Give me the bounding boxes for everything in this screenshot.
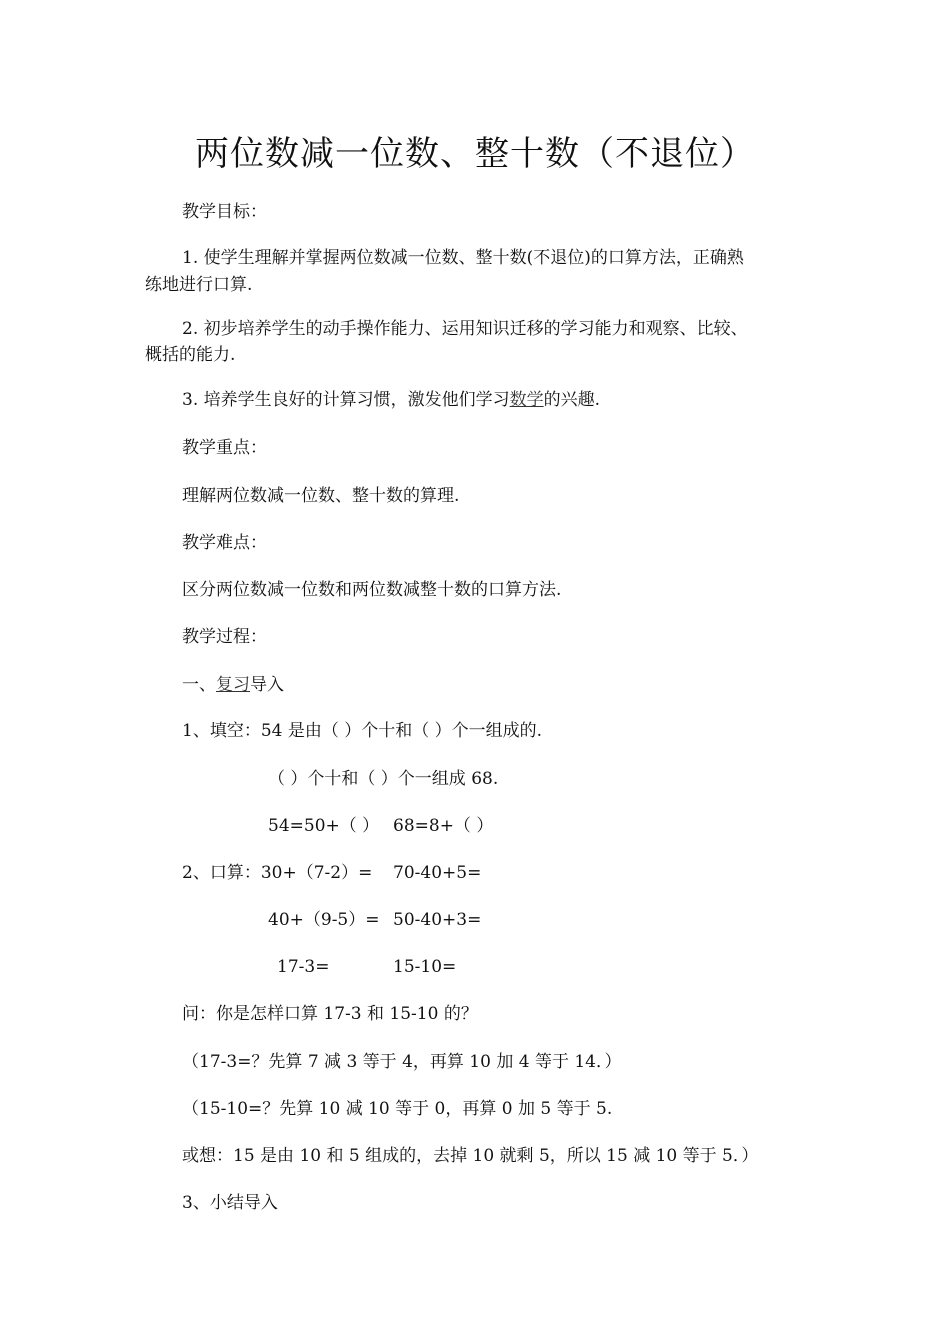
question-text: 问：你是怎样口算 17-3 和 15-10 的？ <box>182 1004 478 1024</box>
objective-3-text: 3. 培养学生良好的计算习惯，激发他们学习 <box>182 390 510 410</box>
oral-calc-row-2a: 40+（9-5）= <box>268 910 380 930</box>
fill-blank-line-1: 1、填空：54 是由（ ）个十和（ ）个一组成的. <box>182 721 543 741</box>
objective-3 <box>182 392 600 409</box>
oral-calc-row-1a: 2、口算：30+（7-2）= <box>182 863 373 883</box>
oral-calc-row-1b: 70-40+5= <box>393 863 482 883</box>
section-1-label: 导入 <box>250 675 284 695</box>
page-title: 两位数减一位数、整十数（不退位） <box>195 134 755 174</box>
fill-blank-line-3a: 54=50+（ ） <box>268 816 380 836</box>
review-link[interactable]: 复习 <box>216 675 250 695</box>
objective-3-text-end: 的兴趣. <box>543 390 601 410</box>
section-1-heading <box>182 677 284 694</box>
objective-1-line-2: 练地进行口算. <box>145 275 253 295</box>
answer-line-3: 或想：15 是由 10 和 5 组成的，去掉 10 就剩 5，所以 15 减 10 等于 5．） <box>182 1146 759 1166</box>
oral-calc-row-3a: 17-3= <box>277 957 330 977</box>
fill-blank-line-2: （ ）个十和（ ）个一组成 68. <box>268 769 499 789</box>
objectives-heading: 教学目标： <box>182 202 267 222</box>
oral-calc-row-2b: 50-40+3= <box>393 910 482 930</box>
oral-calc-row-3b: 15-10= <box>393 957 457 977</box>
key-points-heading: 教学重点： <box>182 438 267 458</box>
difficulty-heading: 教学难点： <box>182 533 267 553</box>
difficulty-text: 区分两位数减一位数和两位数减整十数的口算方法. <box>182 580 562 600</box>
answer-line-2: （15-10=？先算 10 减 10 等于 0，再算 0 加 5 等于 5. <box>182 1099 613 1119</box>
math-link[interactable]: 数学 <box>509 390 544 410</box>
process-heading: 教学过程： <box>182 627 267 647</box>
objective-1-line-1: 1. 使学生理解并掌握两位数减一位数、整十数(不退位)的口算方法，正确熟 <box>182 248 744 268</box>
key-points-text: 理解两位数减一位数、整十数的算理. <box>182 486 460 506</box>
section-1-number: 一、 <box>182 675 216 695</box>
objective-2-line-2: 概括的能力. <box>145 345 236 365</box>
fill-blank-line-3b: 68=8+（ ） <box>393 816 494 836</box>
objective-2-line-1: 2. 初步培养学生的动手操作能力、运用知识迁移的学习能力和观察、比较、 <box>182 319 748 339</box>
answer-line-1: （17-3=？先算 7 减 3 等于 4，再算 10 加 4 等于 14．） <box>182 1052 622 1072</box>
summary-heading: 3、小结导入 <box>182 1193 278 1213</box>
